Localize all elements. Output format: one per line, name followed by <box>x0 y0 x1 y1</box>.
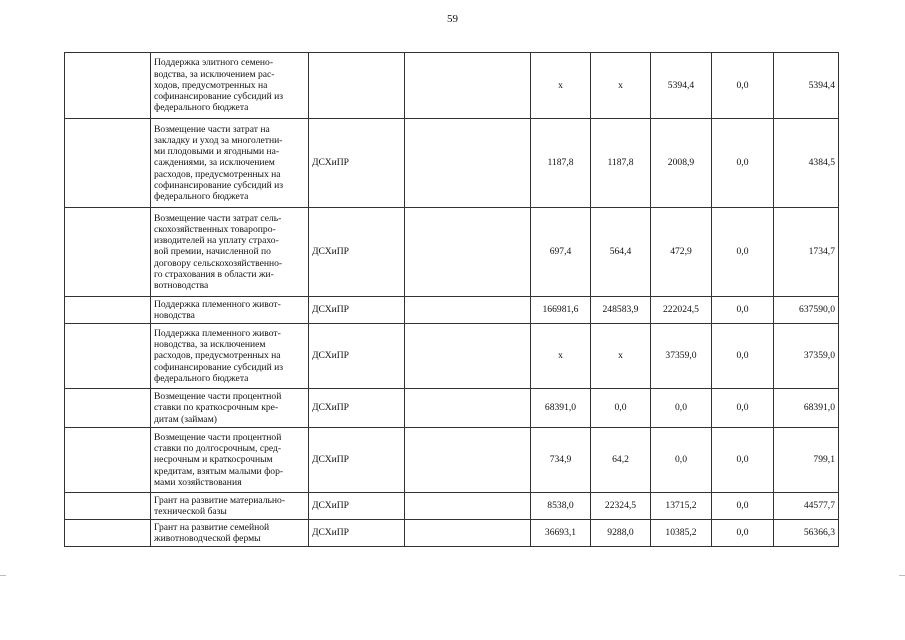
empty-cell <box>405 53 531 119</box>
measure-name-line: кредитам, взятым малыми фор- <box>154 465 284 477</box>
measure-name-line: софинансирование субсидий из <box>154 361 284 373</box>
measure-name-line: технической базы <box>154 506 227 517</box>
blank-cell <box>65 324 151 389</box>
table-row <box>65 428 839 493</box>
empty-cell <box>405 119 531 208</box>
value-cell-v2: 1187,8 <box>591 119 651 208</box>
measure-name-line: мами хозяйствования <box>154 476 242 488</box>
table-row <box>65 520 839 547</box>
measure-name-line: Поддержка племенного живот- <box>154 327 281 339</box>
value-cell-v3: 10385,2 <box>651 520 712 547</box>
value-cell-v1: 166981,6 <box>531 297 591 324</box>
measure-name-line: ходов, предусмотренных на <box>154 79 268 91</box>
value-cell-v4: 0,0 <box>712 53 774 119</box>
measure-name-line: софинансирование субсидий из <box>154 179 284 191</box>
page-number: 59 <box>447 13 458 25</box>
measure-name-line: новодства <box>154 310 195 321</box>
measure-name-line: вой премии, начисленной по <box>154 246 271 258</box>
measure-name-line: саждениями, за исключением <box>154 157 275 169</box>
measure-name-line: водства, за исключением рас- <box>154 68 275 80</box>
measure-name-line: договору сельскохозяйственно- <box>154 257 283 269</box>
total-cell: 56366,3 <box>774 520 839 547</box>
value-cell-v2: 64,2 <box>591 428 651 493</box>
measure-name-line: ставки по краткосрочным кре- <box>154 402 279 414</box>
value-cell-v1: 697,4 <box>531 208 591 297</box>
empty-cell <box>405 324 531 389</box>
value-cell-v3: 2008,9 <box>651 119 712 208</box>
empty-cell <box>405 389 531 428</box>
value-cell-v4: 0,0 <box>712 208 774 297</box>
executor-cell: ДСХиПР <box>309 493 405 520</box>
value-cell-v1: 8538,0 <box>531 493 591 520</box>
value-cell-v2: х <box>591 324 651 389</box>
value-cell-v4: 0,0 <box>712 324 774 389</box>
value-cell-v2: 0,0 <box>591 389 651 428</box>
value-cell-v1: х <box>531 53 591 119</box>
measure-name-line: вотноводства <box>154 280 209 291</box>
measure-name-line: Возмещение части затрат сель- <box>154 212 282 224</box>
measure-name-line: Грант на развитие семейной <box>154 521 270 533</box>
value-cell-v4: 0,0 <box>712 389 774 428</box>
table-row <box>65 389 839 428</box>
measure-name-cell <box>151 53 309 119</box>
total-cell: 37359,0 <box>774 324 839 389</box>
value-cell-v4: 0,0 <box>712 428 774 493</box>
empty-cell <box>405 493 531 520</box>
total-cell: 68391,0 <box>774 389 839 428</box>
empty-cell <box>405 208 531 297</box>
measure-name-line: расходов, предусмотренных на <box>154 168 281 180</box>
executor-cell <box>309 53 405 119</box>
value-cell-v2: 22324,5 <box>591 493 651 520</box>
measure-name-line: несрочным и краткосрочным <box>154 454 273 466</box>
total-cell: 4384,5 <box>774 119 839 208</box>
measure-name-line: Возмещение части затрат на <box>154 123 270 135</box>
scan-edge-mark-right <box>899 575 905 576</box>
budget-table <box>64 52 839 547</box>
blank-cell <box>65 493 151 520</box>
executor-cell: ДСХиПР <box>309 119 405 208</box>
value-cell-v2: 248583,9 <box>591 297 651 324</box>
measure-name-cell <box>151 208 309 297</box>
measure-name-cell <box>151 297 309 324</box>
value-cell-v3: 472,9 <box>651 208 712 297</box>
value-cell-v4: 0,0 <box>712 119 774 208</box>
measure-name-cell <box>151 389 309 428</box>
value-cell-v3: 37359,0 <box>651 324 712 389</box>
measure-name-line: дитам (займам) <box>154 413 217 425</box>
table-body <box>65 53 839 547</box>
blank-cell <box>65 389 151 428</box>
value-cell-v1: 36693,1 <box>531 520 591 547</box>
value-cell-v4: 0,0 <box>712 297 774 324</box>
value-cell-v3: 13715,2 <box>651 493 712 520</box>
measure-name-line: софинансирование субсидий из <box>154 91 284 103</box>
total-cell: 44577,7 <box>774 493 839 520</box>
measure-name-line: расходов, предусмотренных на <box>154 350 281 362</box>
measure-name-line: федерального бюджета <box>154 372 249 384</box>
table-row <box>65 493 839 520</box>
measure-name-cell <box>151 520 309 547</box>
value-cell-v3: 5394,4 <box>651 53 712 119</box>
measure-name-line: ставки по долгосрочным, сред- <box>154 443 282 455</box>
executor-cell: ДСХиПР <box>309 520 405 547</box>
blank-cell <box>65 428 151 493</box>
value-cell-v1: х <box>531 324 591 389</box>
measure-name-line: изводителей на уплату страхо- <box>154 235 279 247</box>
measure-name-line: федерального бюджета <box>154 102 249 114</box>
value-cell-v3: 0,0 <box>651 389 712 428</box>
measure-name-line: Поддержка элитного семено- <box>154 57 274 69</box>
table-row <box>65 53 839 119</box>
value-cell-v4: 0,0 <box>712 493 774 520</box>
total-cell: 1734,7 <box>774 208 839 297</box>
measure-name-cell <box>151 119 309 208</box>
measure-name-line: новодства, за исключением <box>154 339 266 351</box>
measure-name-line: животноводческой фермы <box>154 533 261 544</box>
value-cell-v4: 0,0 <box>712 520 774 547</box>
total-cell: 5394,4 <box>774 53 839 119</box>
value-cell-v1: 1187,8 <box>531 119 591 208</box>
measure-name-line: го страхования в области жи- <box>154 268 274 280</box>
measure-name-line: закладку и уход за многолетни- <box>154 134 283 146</box>
measure-name-line: Поддержка племенного живот- <box>154 298 281 310</box>
total-cell: 799,1 <box>774 428 839 493</box>
total-cell: 637590,0 <box>774 297 839 324</box>
table-row <box>65 297 839 324</box>
table-row <box>65 324 839 389</box>
value-cell-v1: 734,9 <box>531 428 591 493</box>
measure-name-line: скохозяйственных товаропро- <box>154 223 276 235</box>
value-cell-v3: 0,0 <box>651 428 712 493</box>
executor-cell: ДСХиПР <box>309 324 405 389</box>
measure-name-line: федерального бюджета <box>154 191 249 202</box>
measure-name-line: Возмещение части процентной <box>154 391 282 403</box>
value-cell-v2: 564,4 <box>591 208 651 297</box>
blank-cell <box>65 208 151 297</box>
table-row <box>65 208 839 297</box>
measure-name-cell <box>151 493 309 520</box>
measure-name-cell <box>151 324 309 389</box>
table-row <box>65 119 839 208</box>
blank-cell <box>65 520 151 547</box>
value-cell-v2: 9288,0 <box>591 520 651 547</box>
executor-cell: ДСХиПР <box>309 208 405 297</box>
measure-name-line: ми плодовыми и ягодными на- <box>154 146 280 158</box>
executor-cell: ДСХиПР <box>309 297 405 324</box>
value-cell-v2: х <box>591 53 651 119</box>
blank-cell <box>65 119 151 208</box>
empty-cell <box>405 520 531 547</box>
empty-cell <box>405 428 531 493</box>
measure-name-line: Грант на развитие материально- <box>154 494 286 506</box>
blank-cell <box>65 297 151 324</box>
blank-cell <box>65 53 151 119</box>
executor-cell: ДСХиПР <box>309 389 405 428</box>
measure-name-line: Возмещение части процентной <box>154 431 282 443</box>
executor-cell: ДСХиПР <box>309 428 405 493</box>
measure-name-cell <box>151 428 309 493</box>
value-cell-v3: 222024,5 <box>651 297 712 324</box>
value-cell-v1: 68391,0 <box>531 389 591 428</box>
empty-cell <box>405 297 531 324</box>
scan-edge-mark-left <box>0 575 6 576</box>
